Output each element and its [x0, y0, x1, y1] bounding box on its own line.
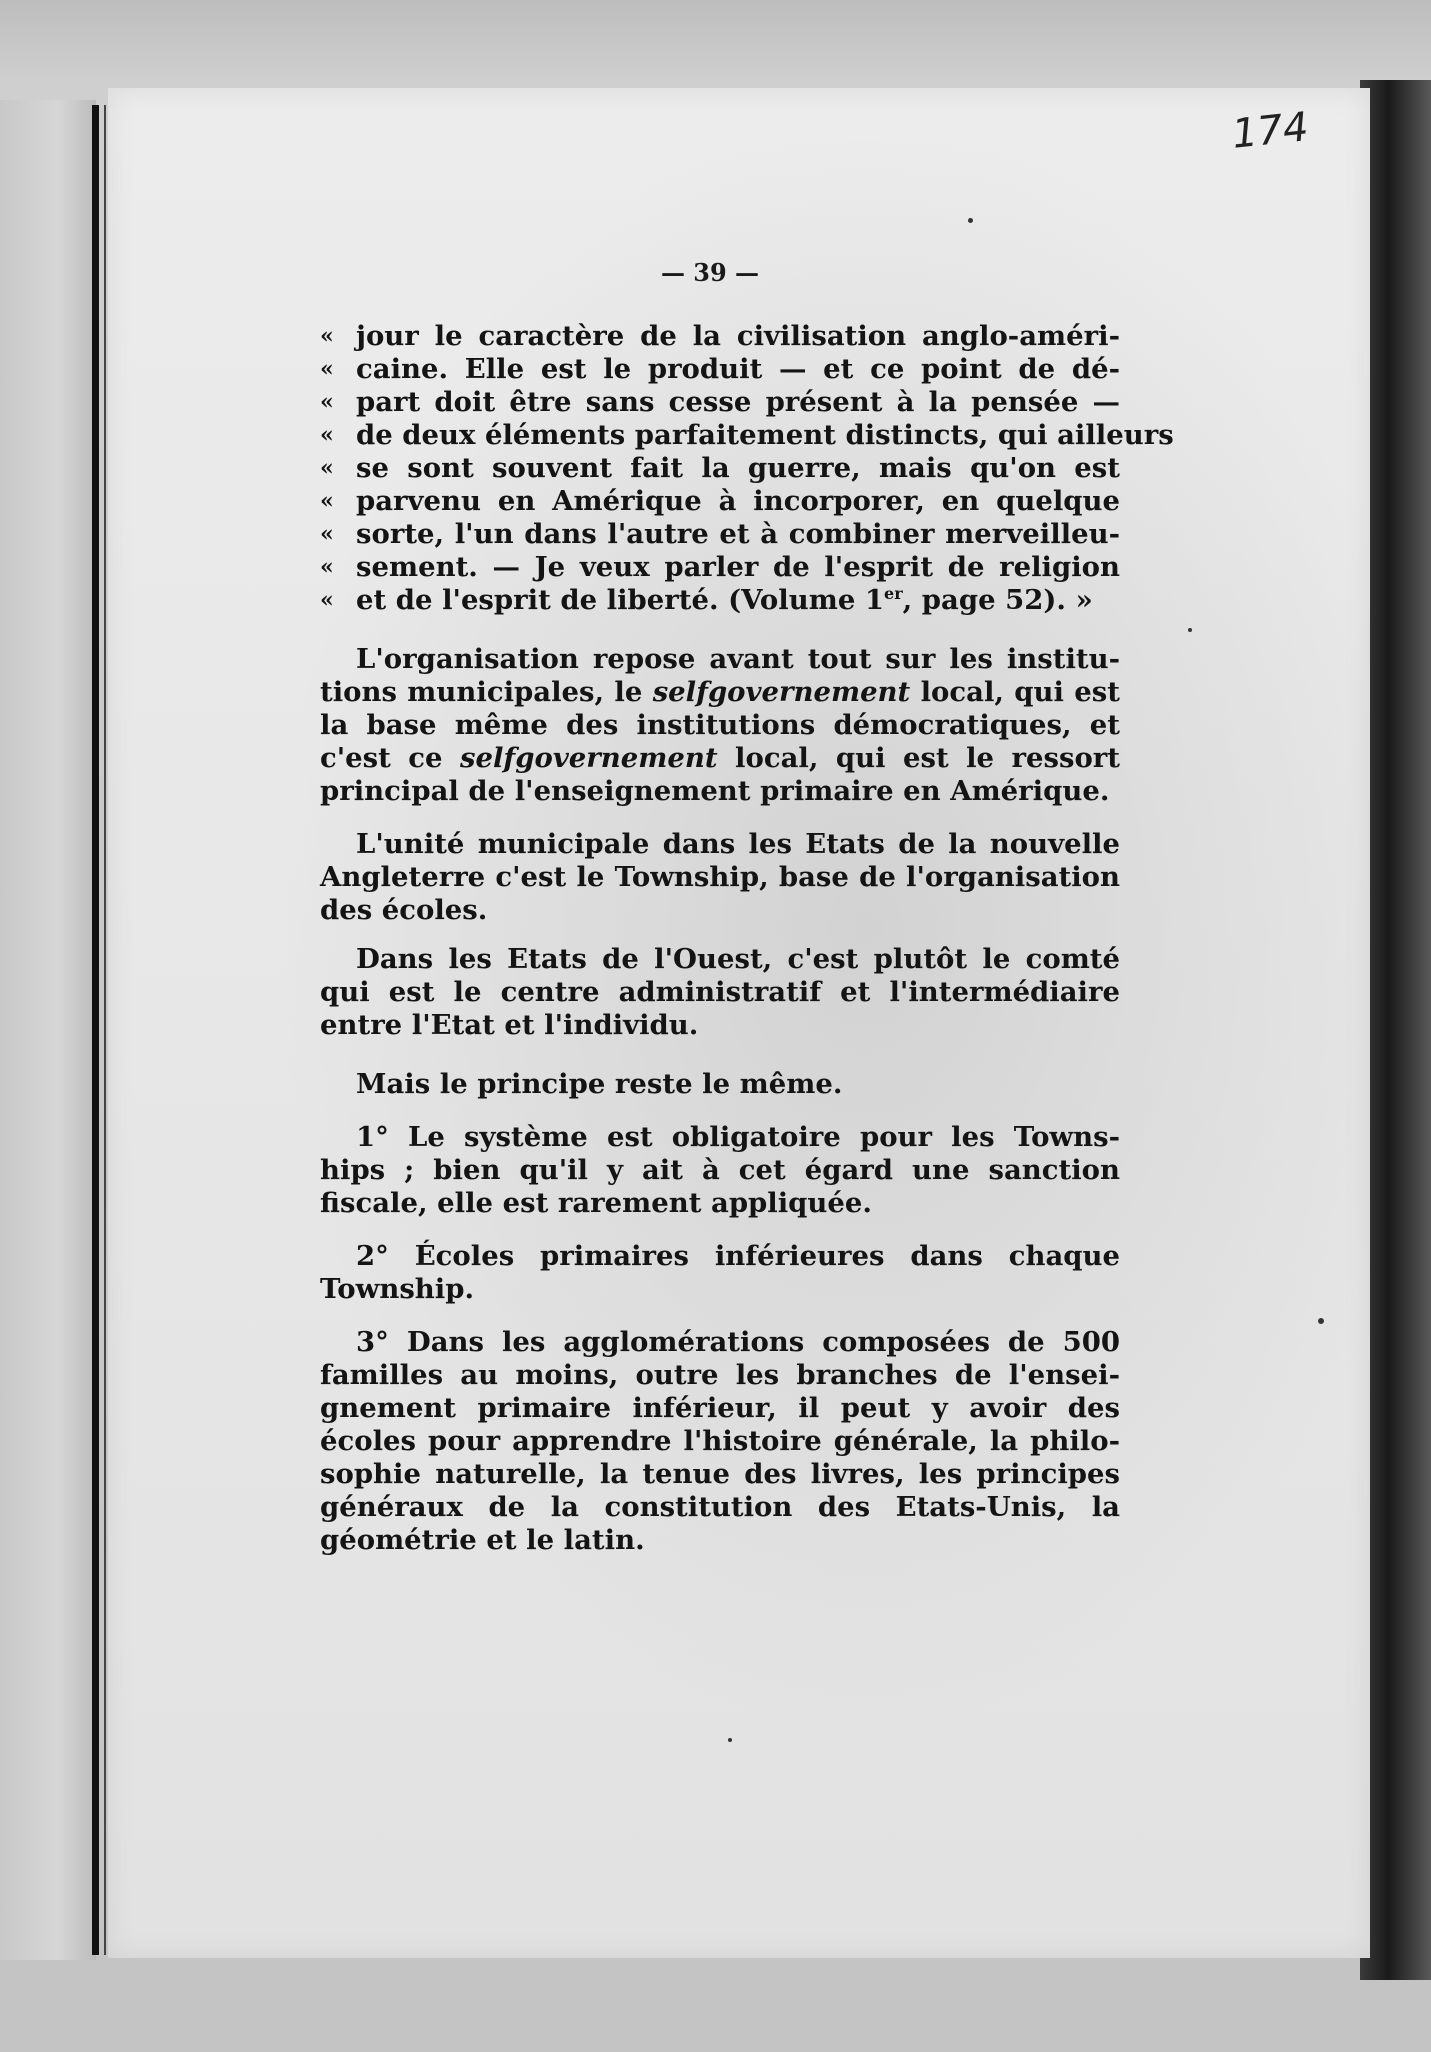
speck — [1188, 628, 1192, 632]
quote-mark: « — [320, 389, 334, 415]
text-line — [320, 676, 1120, 709]
text-line: qui est le centre administratif et l'intermédiaire — [320, 976, 1120, 1008]
quote-line-text: parvenu en Amérique à incorporer, en quelque — [356, 485, 1120, 517]
binding-line — [92, 105, 99, 1955]
paragraph-point-3 — [320, 1326, 1120, 1557]
paragraph-unite-municipale — [320, 828, 1120, 927]
text-line: Mais le principe reste le même. — [356, 1068, 843, 1100]
text-line: 3° Dans les agglomérations composées de 500 — [356, 1326, 1120, 1358]
text-line: généraux de la constitution des Etats-Unis, la — [320, 1491, 1120, 1523]
text-span: c'est ce — [320, 742, 460, 774]
page-text — [320, 320, 1174, 1557]
quote-line-text: sement. — Je veux parler de l'esprit de religion — [356, 551, 1120, 583]
paragraph-point-2 — [320, 1240, 1120, 1306]
quote-mark: « — [320, 323, 334, 349]
quote-mark: « — [320, 521, 334, 547]
text-line: familles au moins, outre les branches de l'ensei- — [320, 1359, 1120, 1391]
quote-line — [320, 485, 1120, 518]
text-span: local, qui est le ressort — [717, 742, 1120, 774]
quote-mark: « — [320, 488, 334, 514]
text-line: Angleterre c'est le Township, base de l'organisation — [320, 861, 1120, 893]
quote-line-text: part doit être sans cesse présent à la pensée — — [356, 386, 1120, 418]
text-line: 2° Écoles primaires inférieures dans chaque — [356, 1240, 1120, 1272]
text-span: tions municipales, le — [320, 676, 653, 708]
paragraph-etats-ouest — [320, 943, 1120, 1042]
quote-line-last — [320, 584, 1120, 617]
facing-page-edge — [0, 100, 96, 1960]
quote-line-text: , page 52). — [902, 584, 1066, 616]
text-line: des écoles. — [320, 894, 488, 926]
speck — [1318, 1318, 1324, 1324]
text-span: local, qui est — [910, 676, 1120, 708]
text-line: la base même des institutions démocratiques, et — [320, 709, 1120, 741]
text-line: L'organisation repose avant tout sur les institu- — [356, 643, 1120, 675]
text-line: entre l'Etat et l'individu. — [320, 1009, 699, 1041]
quote-mark: « — [320, 455, 334, 481]
text-line: fiscale, elle est rarement appliquée. — [320, 1187, 872, 1219]
text-line: principal de l'enseignement primaire en Amérique. — [320, 775, 1110, 807]
text-line: sophie naturelle, la tenue des livres, les principes — [320, 1458, 1120, 1490]
emphasized-term: selfgovernement — [460, 742, 718, 774]
quote-close-mark: » — [1075, 584, 1093, 616]
page-edge-shadow — [1360, 80, 1431, 1980]
quote-line — [320, 386, 1120, 419]
paragraph-point-1 — [320, 1121, 1120, 1220]
quote-mark: « — [320, 587, 334, 613]
binding-line-thin — [104, 105, 106, 1955]
quote-line — [320, 353, 1120, 386]
quote-line — [320, 452, 1120, 485]
quote-line-text: jour le caractère de la civilisation anglo-améri- — [356, 320, 1120, 352]
quote-line — [320, 320, 1120, 353]
quote-mark: « — [320, 356, 334, 382]
text-line: géométrie et le latin. — [320, 1524, 645, 1556]
text-line — [320, 742, 1120, 775]
speck — [968, 218, 973, 223]
text-line: hips ; bien qu'il y ait à cet égard une sanction — [320, 1154, 1120, 1186]
quote-line-text: caine. Elle est le produit — et ce point de dé- — [356, 353, 1120, 385]
quote-line-text: et de l'esprit de liberté. (Volume 1 — [356, 584, 885, 616]
text-line: écoles pour apprendre l'histoire générale, la philo- — [320, 1425, 1120, 1457]
text-line: Dans les Etats de l'Ouest, c'est plutôt le comté — [356, 943, 1120, 975]
emphasized-term: selfgovernement — [652, 676, 911, 708]
text-line: 1° Le système est obligatoire pour les Towns- — [356, 1121, 1120, 1153]
paragraph-principe — [320, 1068, 1120, 1101]
quote-mark: « — [320, 554, 334, 580]
text-line: Township. — [320, 1273, 475, 1305]
page-number: — 39 — — [660, 258, 760, 287]
quote-line — [320, 518, 1120, 551]
quote-line-text: de deux éléments parfaitement distincts, qui ailleurs — [356, 419, 1174, 451]
quote-line — [320, 551, 1120, 584]
quote-mark: « — [320, 422, 334, 448]
quote-line — [320, 419, 1174, 452]
speck — [728, 1738, 732, 1742]
paragraph-organisation — [320, 643, 1120, 808]
quotation — [320, 320, 1174, 617]
text-line: L'unité municipale dans les Etats de la nouvelle — [356, 828, 1120, 860]
superscript: er — [884, 583, 903, 603]
quote-line-text: sorte, l'un dans l'autre et à combiner merveilleu- — [356, 518, 1120, 550]
text-line: gnement primaire inférieur, il peut y avoir des — [320, 1392, 1120, 1424]
folio-number-handwritten: 174 — [1229, 104, 1311, 158]
quote-line-text: se sont souvent fait la guerre, mais qu'on est — [356, 452, 1120, 484]
